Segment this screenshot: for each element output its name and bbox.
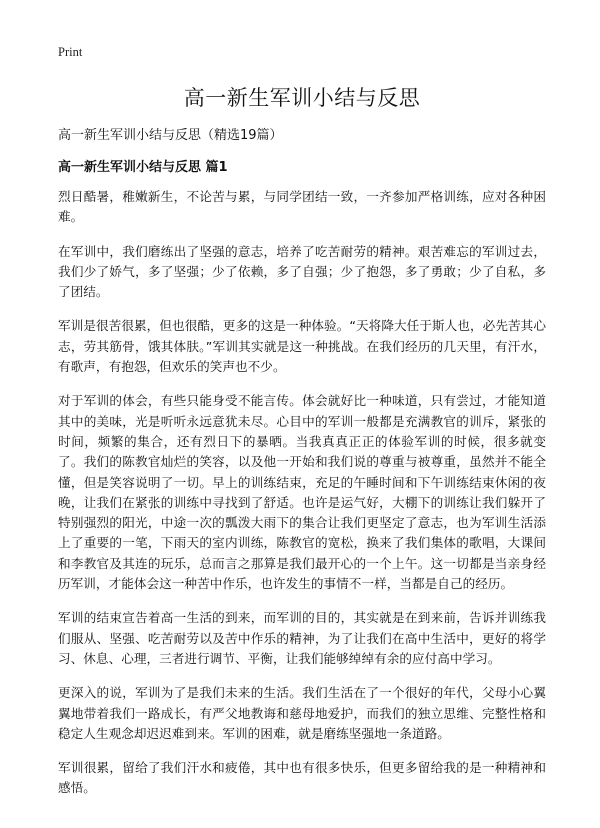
paragraph-1: 烈日酷暑，稚嫩新生，不论苦与累，与同学团结一致，一齐参加严格训练，应对各种困难。 xyxy=(58,189,546,225)
section-heading: 高一新生军训小结与反思 篇1 xyxy=(58,160,228,175)
print-link[interactable]: Print xyxy=(58,45,83,59)
paragraph-4: 对于军训的体会，有些只能身受不能言传。体会就好比一种味道，只有尝过，才能知道其中的美味，光是听听永远意犹未尽。心目中的军训一般都是充满教官的训斥，紧张的时间，频繁的集合，还有烈日下的暴晒。当我真真正正的体验军训的时候，很多就变了。我们的陈教官灿烂的笑容，以及他一开始和我们说的尊重与被尊重，虽然并不能全懂，但是笑容说明了一切。早上的训练结束，充足的午睡时间和下午训练结束休闲的夜晚，让我们在紧张的训练中寻找到了舒适。也许是运气好，大棚下的训练让我们躲开了特别强烈的阳光，中途一次的瓢泼大雨下的集合让我们更坚定了意志，也为军训生活添上了重要的一笔，下雨天的室内训练，陈教官的宽松，换来了我们集体的歌唱，大课间和李教官及其连的玩乐，总而言之那算是我们最开心的一个上午。这一切都是当亲身经历军训，才能体会这一种苦中作乐，也许发生的事情不一样，当都是自己的经历。 xyxy=(58,393,546,592)
page-title: 高一新生军训小结与反思 xyxy=(183,86,421,110)
document-subtitle: 高一新生军训小结与反思（精选19篇） xyxy=(58,128,283,143)
paragraph-6: 更深入的说，军训为了是我们未来的生活。我们生活在了一个很好的年代，父母小心翼翼地带着我们一路成长，有严父地教诲和慈母地爱护，而我们的独立思维、完整性格和稳定人生观念却迟迟难到来。军训的困难，就是磨练坚强地一条道路。 xyxy=(58,685,546,741)
paragraph-2: 在军训中，我们磨练出了坚强的意志，培养了吃苦耐劳的精神。艰苦难忘的军训过去，我们少了娇气，多了坚强；少了依赖，多了自强；少了抱怨，多了勇敢；少了自私，多了团结。 xyxy=(58,243,546,300)
paragraph-7: 军训很累，留给了我们汗水和疲倦，其中也有很多快乐，但更多留给我的是一种精神和感悟。 xyxy=(58,760,546,796)
paragraph-5: 军训的结束宣告着高一生活的到来，而军训的目的，其实就是在到来前，告诉并训练我们服从、坚强、吃苦耐劳以及苦中作乐的精神，为了让我们在高中生活中，更好的将学习、休息、心理，三者进行调节、平衡，让我们能够绰绰有余的应付高中学习。 xyxy=(58,610,546,666)
paragraph-3: 军训是很苦很累，但也很酷，更多的这是一种体验。“天将降大任于斯人也，必先苦其心志，劳其筋骨，饿其体肤。”军训其实就是这一种挑战。在我们经历的几天里，有汗水，有歌声，有抱怨，但欢乐的笑声也不少。 xyxy=(58,318,546,375)
